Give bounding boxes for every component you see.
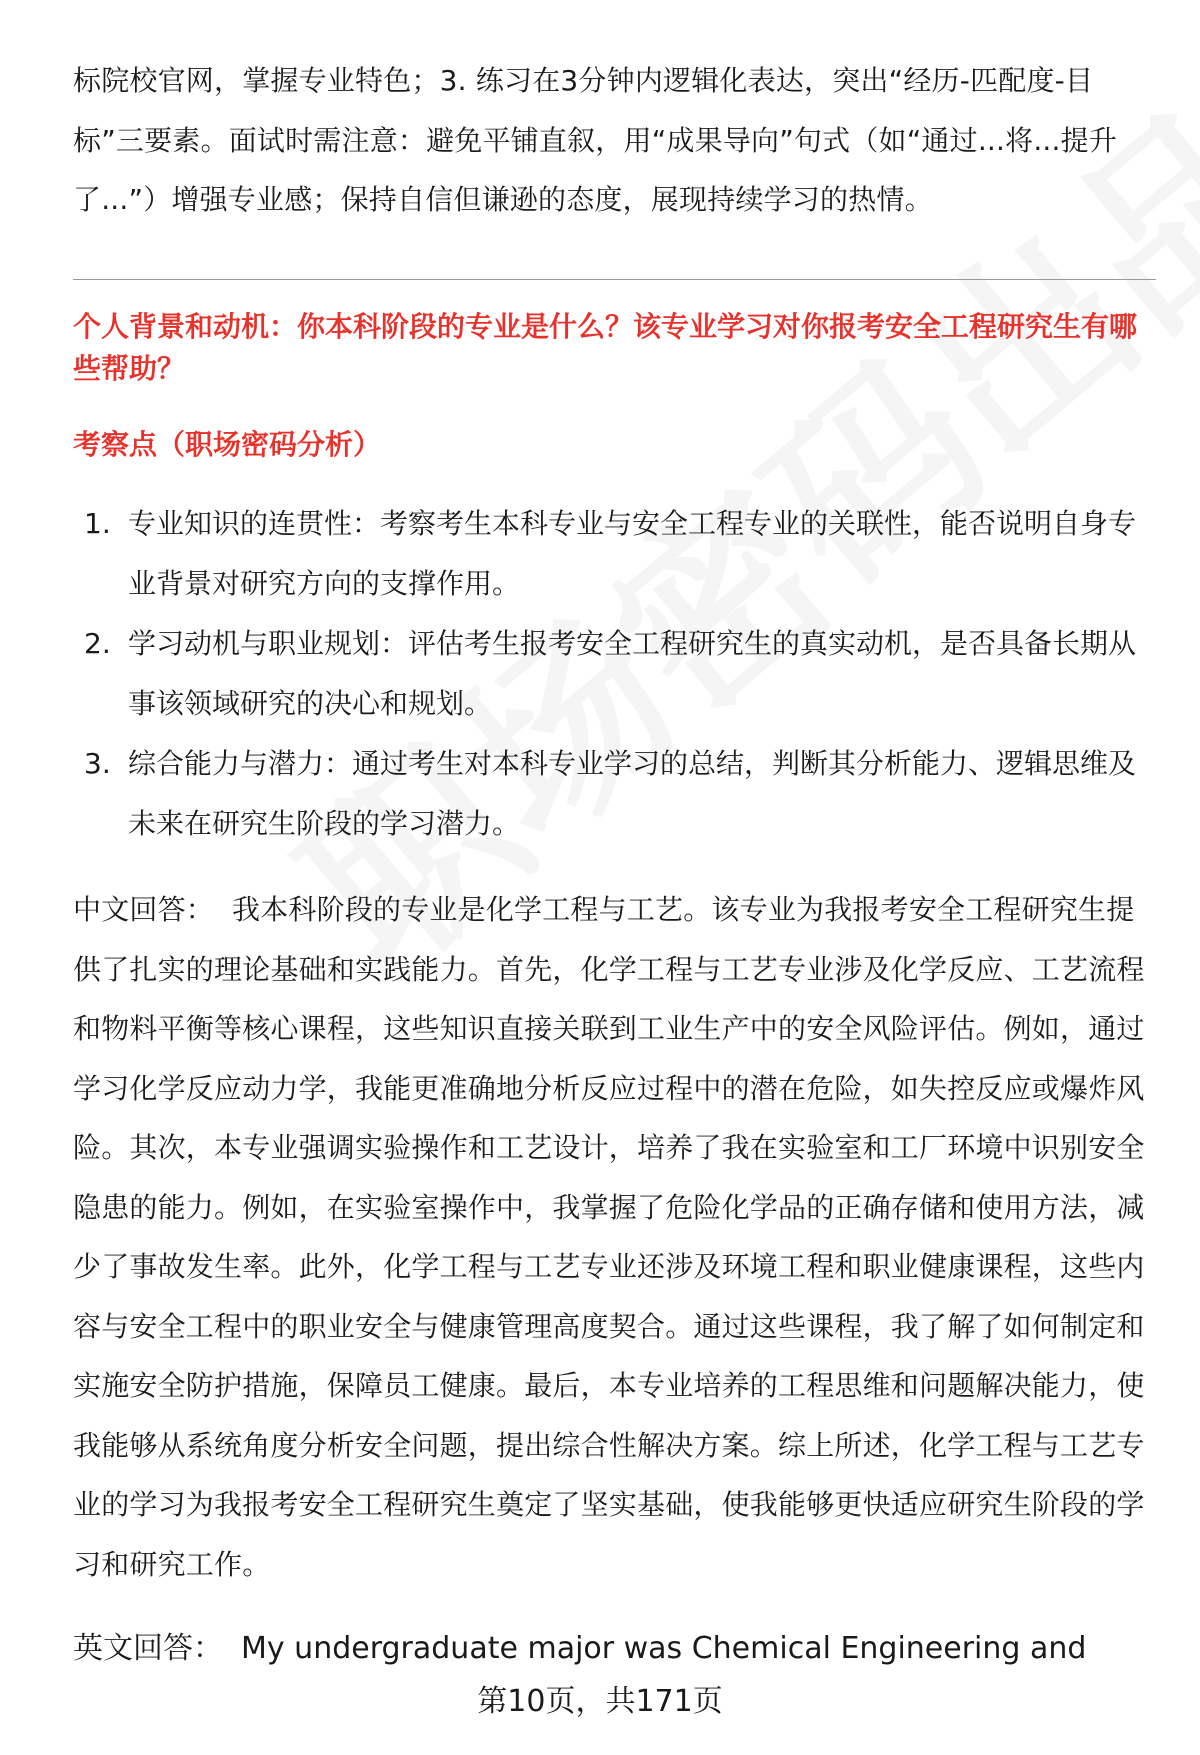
intro-paragraph-tail: 标院校官网，掌握专业特色；3. 练习在3分钟内逻辑化表达，突出“经历-匹配度-目标”三要素。面试时需注意：避免平铺直叙，用“成果导向”句式（如“通过...将...提升了...”）增强专业感；保持自信但谦逊的态度，展现持续学习的热情。 [73,64,1118,216]
list-item [73,734,1156,854]
section-divider [73,279,1156,280]
chinese-answer [73,880,1156,1594]
list-item [73,614,1156,734]
list-item-text: 专业知识的连贯性：考察考生本科专业与安全工程专业的关联性，能否说明自身专业背景对研究方向的支撑作用。 [128,507,1137,600]
english-answer-label: 英文回答： [73,1631,223,1666]
list-item-number: 1. [84,507,111,540]
list-item-number: 2. [84,627,111,660]
english-answer-text: My undergraduate major was Chemical Engineering and [241,1631,1087,1666]
chinese-answer-text: 我本科阶段的专业是化学工程与工艺。该专业为我报考安全工程研究生提供了扎实的理论基础和实践能力。首先，化学工程与工艺专业涉及化学反应、工艺流程和物料平衡等核心课程，这些知识直接关联到工业生产中的安全风险评估。例如，通过学习化学反应动力学，我能更准确地分析反应过程中的潜在危险，如失控反应或爆炸风险。其次，本专业强调实验操作和工艺设计，培养了我在实验室和工厂环境中识别安全隐患的能力。例如，在实验室操作中，我掌握了危险化学品的正确存储和使用方法，减少了事故发生率。此外，化学工程与工艺专业还涉及环境工程和职业健康课程，这些内容与安全工程中的职业安全与健康管理高度契合。通过这些课程，我了解了如何制定和实施安全防护措施，保障员工健康。最后，本专业培养的工程思维和问题解决能力，使我能够从系统角度分析安全问题，提出综合性解决方案。综上所述，化学工程与工艺专业的学习为我报考安全工程研究生奠定了坚实基础，使我能够更快适应研究生阶段的学习和研究工作。 [73,893,1145,1581]
assessment-heading: 考察点（职场密码分析） [73,428,382,461]
list-item-number: 3. [84,747,111,780]
list-item [73,494,1156,614]
list-item-text: 综合能力与潜力：通过考生对本科专业学习的总结，判断其分析能力、逻辑思维及未来在研究生阶段的学习潜力。 [128,747,1137,840]
question-heading: 个人背景和动机：你本科阶段的专业是什么？该专业学习对你报考安全工程研究生有哪些帮助？ [73,310,1138,385]
page-footer: 第10页，共171页 [477,1684,723,1719]
chinese-answer-label: 中文回答： [73,893,215,926]
list-item-text: 学习动机与职业规划：评估考生报考安全工程研究生的真实动机，是否具备长期从事该领域研究的决心和规划。 [128,627,1137,720]
assessment-list [73,494,1156,854]
english-answer [73,1629,1156,1669]
